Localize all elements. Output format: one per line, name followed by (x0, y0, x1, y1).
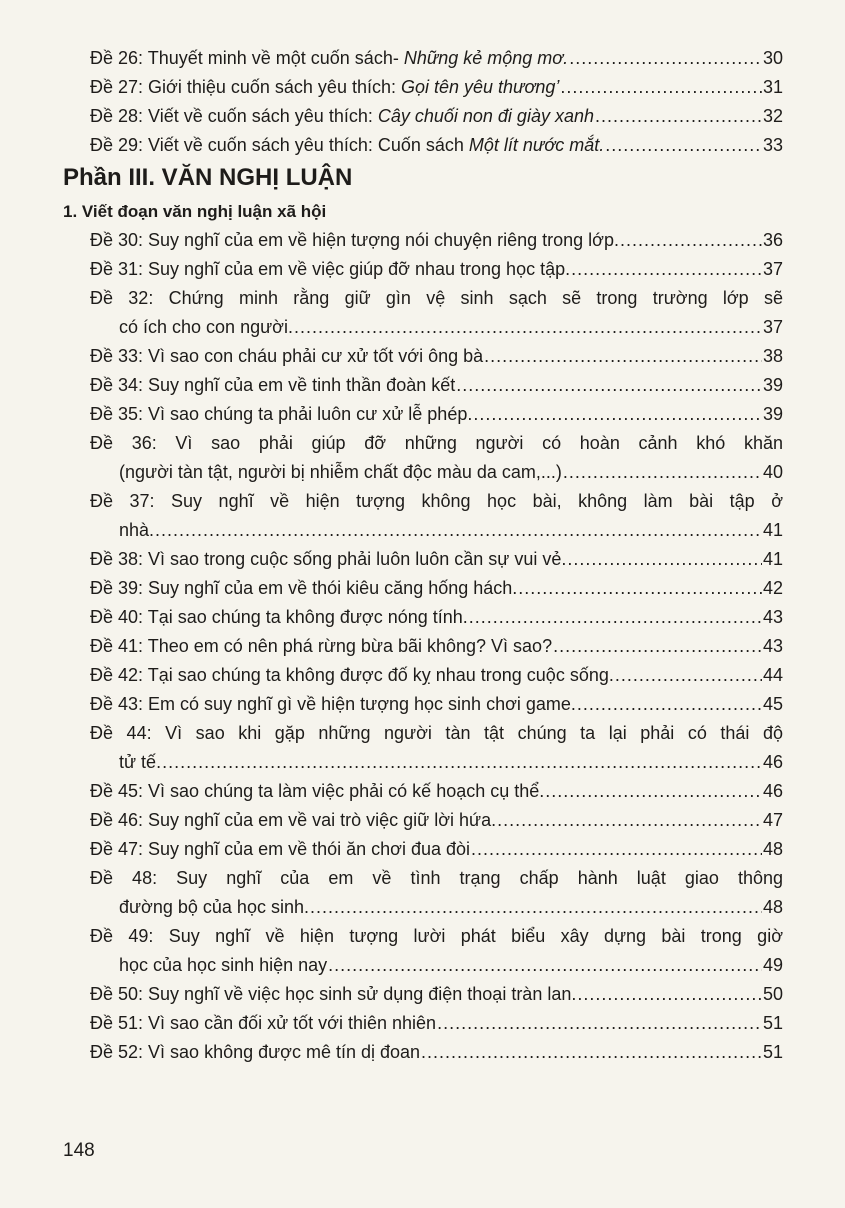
toc-entry-39 (63, 574, 783, 603)
toc-entry-26 (63, 44, 783, 73)
entry-label: Đề 34: Suy nghĩ của em về tinh thần đoàn kết (90, 375, 456, 395)
toc-entry-41 (63, 632, 783, 661)
toc-entry-42 (63, 661, 783, 690)
entry-book-title: Gọi tên yêu thương’ (400, 77, 560, 97)
page-number: 148 (63, 1140, 95, 1161)
entry-label: Đề 29: Viết về cuốn sách yêu thích: Cuốn sách (90, 135, 469, 155)
entry-label: Đề 37: Suy nghĩ về hiện tượng không học bài, không làm bài tập ở (90, 491, 783, 511)
subsection-title: 1. Viết đoạn văn nghị luận xã hội (63, 202, 327, 221)
toc-entry-36 (63, 429, 783, 487)
entry-label: Đề 42: Tại sao chúng ta không được đố kỵ nhau trong cuộc sống. (90, 665, 614, 685)
entry-page: 37 (762, 317, 783, 337)
entry-page: 30 (762, 48, 783, 68)
entry-page: 48 (762, 839, 783, 859)
entry-label: Đề 39: Suy nghĩ của em về thói kiêu căng hống hách. (90, 578, 518, 598)
entry-label: Đề 50: Suy nghĩ về việc học sinh sử dụng điện thoại tràn lan. (90, 984, 577, 1004)
entry-page: 39 (762, 404, 783, 424)
toc-entry-34 (63, 371, 783, 400)
entry-label: Đề 51: Vì sao cần đối xử tốt với thiên nhiên (90, 1013, 437, 1033)
entry-label: Đề 27: Giới thiệu cuốn sách yêu thích: (90, 77, 401, 97)
toc-entry-28 (63, 102, 783, 131)
entry-page: 43 (762, 607, 783, 627)
entry-label: Đề 28: Viết về cuốn sách yêu thích: (90, 106, 378, 126)
toc-entry-48 (63, 864, 783, 922)
entry-page: 39 (762, 375, 783, 395)
entry-label: Đề 26: Thuyết minh về một cuốn sách- (90, 48, 404, 68)
toc-entry-38 (63, 545, 783, 574)
table-of-contents (63, 44, 783, 1067)
toc-entry-49 (63, 922, 783, 980)
toc-entry-37 (63, 487, 783, 545)
entry-label: Đề 36: Vì sao phải giúp đỡ những người có hoàn cảnh khó khăn (90, 433, 783, 453)
toc-entry-30 (63, 226, 783, 255)
entry-label-continued: đường bộ của học sinh. (119, 897, 309, 917)
toc-entry-44 (63, 719, 783, 777)
entry-page: 36 (762, 230, 783, 250)
entry-label: Đề 45: Vì sao chúng ta làm việc phải có kế hoạch cụ thể. (90, 781, 545, 801)
entry-page: 45 (762, 694, 783, 714)
toc-entry-31 (63, 255, 783, 284)
entry-page: 48 (762, 897, 783, 917)
entry-page: 41 (762, 549, 783, 569)
entry-page: 41 (762, 520, 783, 540)
toc-entry-47 (63, 835, 783, 864)
entry-label: Đề 52: Vì sao không được mê tín dị đoan (90, 1042, 421, 1062)
toc-entry-27 (63, 73, 783, 102)
entry-label-continued: tử tế. (119, 752, 162, 772)
entry-label: Đề 47: Suy nghĩ của em về thói ăn chơi đua đòi (90, 839, 471, 859)
entry-label: Đề 40: Tại sao chúng ta không được nóng tính. (90, 607, 468, 627)
entry-label-continued: có ích cho con người. (119, 317, 293, 337)
entry-page: 38 (762, 346, 783, 366)
toc-entry-40 (63, 603, 783, 632)
entry-page: 51 (762, 1042, 783, 1062)
entry-label: Đề 48: Suy nghĩ của em về tình trạng chấp hành luật giao thông (90, 868, 783, 888)
toc-entry-51 (63, 1009, 783, 1038)
entry-book-title: Cây chuối non đi giày xanh (377, 106, 594, 126)
entry-label: Đề 33: Vì sao con cháu phải cư xử tốt với ông bà (90, 346, 484, 366)
entry-label: Đề 43: Em có suy nghĩ gì về hiện tượng học sinh chơi game. (90, 694, 576, 714)
entry-page: 33 (762, 135, 783, 155)
entry-page: 37 (762, 259, 783, 279)
entry-label: Đề 32: Chứng minh rằng giữ gìn vệ sinh sạch sẽ trong trường lớp sẽ (90, 288, 783, 308)
toc-entry-32 (63, 284, 783, 342)
entry-label-continued: học của học sinh hiện nay (119, 955, 328, 975)
toc-entry-50 (63, 980, 783, 1009)
entry-label-continued: nhà. (119, 520, 155, 540)
entry-label: Đề 49: Suy nghĩ về hiện tượng lười phát biểu xây dựng bài trong giờ (90, 926, 783, 946)
entry-label-continued: (người tàn tật, người bị nhiễm chất độc màu da cam,...) (119, 462, 562, 482)
entry-page: 51 (762, 1013, 783, 1033)
toc-entry-52 (63, 1038, 783, 1067)
toc-entry-33 (63, 342, 783, 371)
entry-label: Đề 35: Vì sao chúng ta phải luôn cư xử lễ phép. (90, 404, 473, 424)
toc-entry-46 (63, 806, 783, 835)
entry-page: 31 (762, 77, 783, 97)
entry-page: 46 (762, 781, 783, 801)
toc-entry-43 (63, 690, 783, 719)
toc-entry-35 (63, 400, 783, 429)
entry-page: 43 (762, 636, 783, 656)
entry-page: 40 (762, 462, 783, 482)
entry-page: 42 (762, 578, 783, 598)
entry-label: Đề 30: Suy nghĩ của em về hiện tượng nói chuyện riêng trong lớp. (90, 230, 619, 250)
entry-label: Đề 44: Vì sao khi gặp những người tàn tật chúng ta lại phải có thái độ (90, 723, 783, 743)
toc-entry-45 (63, 777, 783, 806)
section-title: Phần III. VĂN NGHỊ LUẬN (63, 164, 353, 191)
entry-book-title: Một lít nước mắt. (468, 135, 605, 155)
entry-page: 49 (762, 955, 783, 975)
entry-book-title: Những kẻ mộng mơ. (403, 48, 569, 68)
entry-page: 44 (762, 665, 783, 685)
toc-entry-29 (63, 131, 783, 160)
entry-label: Đề 41: Theo em có nên phá rừng bừa bãi không? Vì sao? (90, 636, 553, 656)
entry-page: 32 (762, 106, 783, 126)
entry-page: 47 (762, 810, 783, 830)
entry-page: 50 (762, 984, 783, 1004)
entry-label: Đề 46: Suy nghĩ của em về vai trò việc giữ lời hứa. (90, 810, 497, 830)
entry-label: Đề 31: Suy nghĩ của em về việc giúp đỡ nhau trong học tập. (90, 259, 571, 279)
entry-label: Đề 38: Vì sao trong cuộc sống phải luôn luôn cần sự vui vẻ. (90, 549, 567, 569)
entry-page: 46 (762, 752, 783, 772)
